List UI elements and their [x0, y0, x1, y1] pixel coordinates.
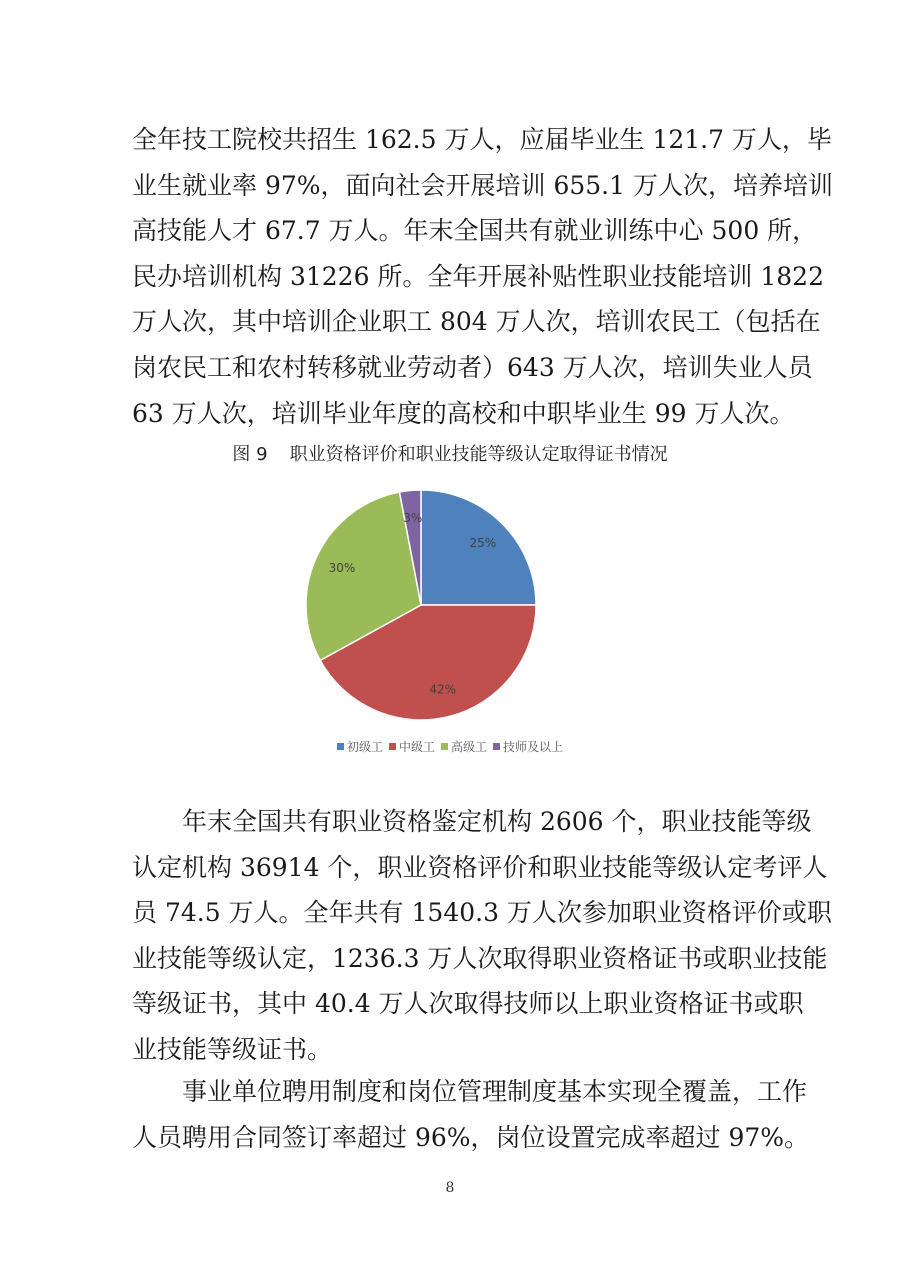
- legend-item: [389, 738, 435, 755]
- legend-item: [337, 738, 383, 755]
- paragraph-line: 民办培训机构 31226 所。全年开展补贴性职业技能培训 1822: [132, 261, 824, 291]
- paragraph-2: [132, 799, 832, 1073]
- paragraph-line: 全年技工院校共招生 162.5 万人，应届毕业生 121.7 万人，毕: [132, 125, 832, 154]
- paragraph-line: 人员聘用合同签订率超过 96%，岗位设置完成率超过 97%。: [132, 1122, 810, 1152]
- legend-label: 高级工: [451, 740, 488, 754]
- legend-swatch: [389, 743, 396, 750]
- pie-chart: [250, 480, 650, 730]
- paragraph-line: 等级证书，其中 40.4 万人次取得技师以上职业资格证书或职: [132, 989, 804, 1019]
- paragraph-line: 事业单位聘用制度和岗位管理制度基本实现全覆盖，工作: [182, 1077, 808, 1106]
- pie-data-label: 30%: [328, 560, 356, 575]
- legend-label: 中级工: [398, 740, 435, 754]
- paragraph-line: 业生就业率 97%，面向社会开展培训 655.1 万人次，培养培训: [132, 170, 833, 200]
- page-number: 8: [445, 1180, 455, 1196]
- figure-caption: [0, 440, 900, 466]
- paragraph-3: [132, 1069, 810, 1160]
- legend-label: 技师及以上: [503, 740, 564, 754]
- chart-legend: [0, 738, 900, 755]
- legend-swatch: [337, 743, 344, 750]
- paragraph-line: 岗农民工和农村转移就业劳动者）643 万人次，培训失业人员: [132, 352, 813, 382]
- paragraph-line: 业技能等级认定，1236.3 万人次取得职业资格证书或职业技能: [132, 943, 828, 973]
- paragraph-line: 年末全国共有职业资格鉴定机构 2606 个，职业技能等级: [182, 807, 812, 836]
- figure-title: 职业资格评价和职业技能等级认定取得证书情况: [289, 444, 668, 465]
- paragraph-1: [132, 117, 833, 436]
- figure-number: 图 9: [232, 444, 268, 465]
- pie-data-label: 42%: [429, 682, 457, 697]
- pie-data-label: 3%: [403, 510, 423, 525]
- legend-swatch: [441, 743, 448, 750]
- paragraph-line: 万人次，其中培训企业职工 804 万人次，培训农民工（包括在: [132, 307, 821, 337]
- legend-swatch: [493, 743, 500, 750]
- legend-item: [441, 738, 487, 755]
- pie-data-label: 25%: [469, 536, 497, 551]
- legend-label: 初级工: [346, 740, 383, 754]
- legend-item: [493, 738, 563, 755]
- paragraph-line: 高技能人才 67.7 万人。年末全国共有就业训练中心 500 所，: [132, 216, 818, 246]
- paragraph-line: 业技能等级证书。: [132, 1034, 333, 1064]
- paragraph-line: 63 万人次，培训毕业年度的高校和中职毕业生 99 万人次。: [132, 398, 795, 428]
- paragraph-line: 认定机构 36914 个，职业资格评价和职业技能等级认定考评人: [132, 852, 828, 882]
- paragraph-line: 员 74.5 万人。全年共有 1540.3 万人次参加职业资格评价或职: [132, 898, 832, 928]
